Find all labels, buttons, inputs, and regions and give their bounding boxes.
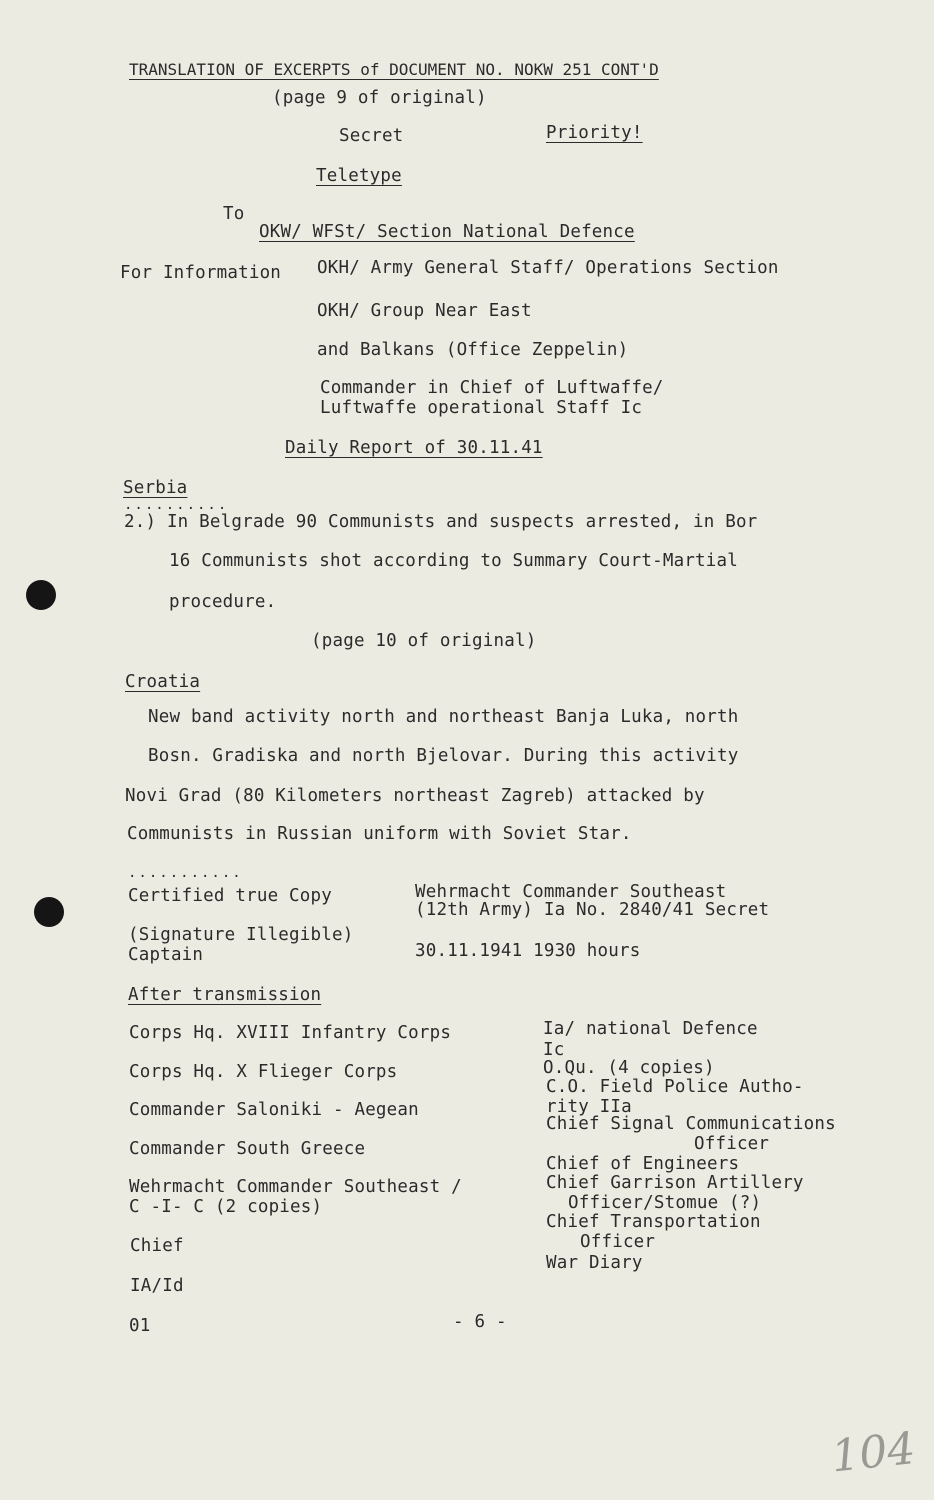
- distribution-left-item: Corps Hq. X Flieger Corps: [129, 1062, 398, 1082]
- distribution-right-item: War Diary: [546, 1253, 643, 1273]
- daily-report-title: Daily Report of 30.11.41: [285, 438, 543, 458]
- document-title: TRANSLATION OF EXCERPTS of DOCUMENT NO. NOKW 251 CONT'D: [129, 60, 659, 79]
- punch-hole-bottom: [34, 897, 64, 927]
- signature-note: (Signature Illegible): [128, 925, 354, 945]
- serbia-line: 16 Communists shot according to Summary Court-Martial: [169, 551, 739, 571]
- distribution-right-item: Chief Transportation: [546, 1212, 761, 1232]
- distribution-right-item: Officer: [580, 1232, 656, 1252]
- omission-marks: ...........: [128, 865, 243, 881]
- teletype-heading: Teletype: [316, 166, 402, 186]
- distribution-right-item: Ic: [543, 1040, 565, 1060]
- distribution-left-item: Commander South Greece: [129, 1139, 366, 1159]
- page-reference-9: (page 9 of original): [272, 88, 487, 108]
- to-label: To: [223, 204, 245, 224]
- certified-copy: Certified true Copy: [128, 886, 332, 906]
- for-information-label: For Information: [120, 263, 282, 283]
- distribution-left-item: Wehrmacht Commander Southeast /: [129, 1177, 462, 1197]
- to-recipient: OKW/ WFSt/ Section National Defence: [259, 222, 635, 242]
- page-reference-10: (page 10 of original): [311, 631, 537, 651]
- distribution-right-item: O.Qu. (4 copies): [543, 1058, 715, 1078]
- priority-mark: Priority!: [546, 123, 643, 143]
- croatia-heading: Croatia: [125, 672, 201, 692]
- distribution-left-item: Chief: [130, 1236, 184, 1256]
- footer-code: 01: [129, 1316, 151, 1336]
- serbia-line: procedure.: [169, 592, 277, 612]
- classification-secret: Secret: [339, 126, 404, 146]
- distribution-left-item: C -I- C (2 copies): [129, 1197, 323, 1217]
- info-recipient: OKH/ Group Near East: [317, 301, 532, 321]
- croatia-line: Novi Grad (80 Kilometers northeast Zagreb) attacked by: [125, 786, 705, 806]
- distribution-right-item: Chief Signal Communications: [546, 1114, 836, 1134]
- distribution-left-item: Commander Saloniki - Aegean: [129, 1100, 419, 1120]
- distribution-heading: After transmission: [128, 985, 322, 1005]
- croatia-line: Communists in Russian uniform with Soviet Star.: [127, 824, 632, 844]
- distribution-right-item: Chief of Engineers: [546, 1154, 740, 1174]
- signatory-rank: Captain: [128, 945, 204, 965]
- distribution-right-item: Ia/ national Defence: [543, 1019, 758, 1039]
- croatia-line: New band activity north and northeast Banja Luka, north: [148, 707, 739, 727]
- distribution-right-item: Officer/Stomue (?): [568, 1193, 762, 1213]
- distribution-left-item: Corps Hq. XVIII Infantry Corps: [129, 1023, 452, 1043]
- info-recipient: and Balkans (Office Zeppelin): [317, 340, 629, 360]
- serbia-line: 2.) In Belgrade 90 Communists and suspects arrested, in Bor: [124, 512, 758, 532]
- punch-hole-top: [26, 580, 56, 610]
- serbia-heading: Serbia: [123, 478, 188, 498]
- info-recipient: Luftwaffe operational Staff Ic: [320, 398, 643, 418]
- sender-line: Wehrmacht Commander Southeast: [415, 882, 727, 902]
- croatia-line: Bosn. Gradiska and north Bjelovar. During this activity: [148, 746, 739, 766]
- distribution-right-item: rity IIa: [546, 1097, 632, 1117]
- report-datetime: 30.11.1941 1930 hours: [415, 941, 641, 961]
- info-recipient: OKH/ Army General Staff/ Operations Section: [317, 258, 779, 278]
- distribution-left-item: IA/Id: [130, 1276, 184, 1296]
- handwritten-page-number: 104: [828, 1423, 918, 1483]
- info-recipient: Commander in Chief of Luftwaffe/: [320, 378, 664, 398]
- distribution-right-item: Officer: [694, 1134, 770, 1154]
- sender-line: (12th Army) Ia No. 2840/41 Secret: [415, 900, 770, 920]
- omission-marks: ..........: [124, 497, 229, 513]
- page-number: - 6 -: [453, 1312, 507, 1332]
- distribution-right-item: C.O. Field Police Autho-: [546, 1077, 804, 1097]
- distribution-right-item: Chief Garrison Artillery: [546, 1173, 804, 1193]
